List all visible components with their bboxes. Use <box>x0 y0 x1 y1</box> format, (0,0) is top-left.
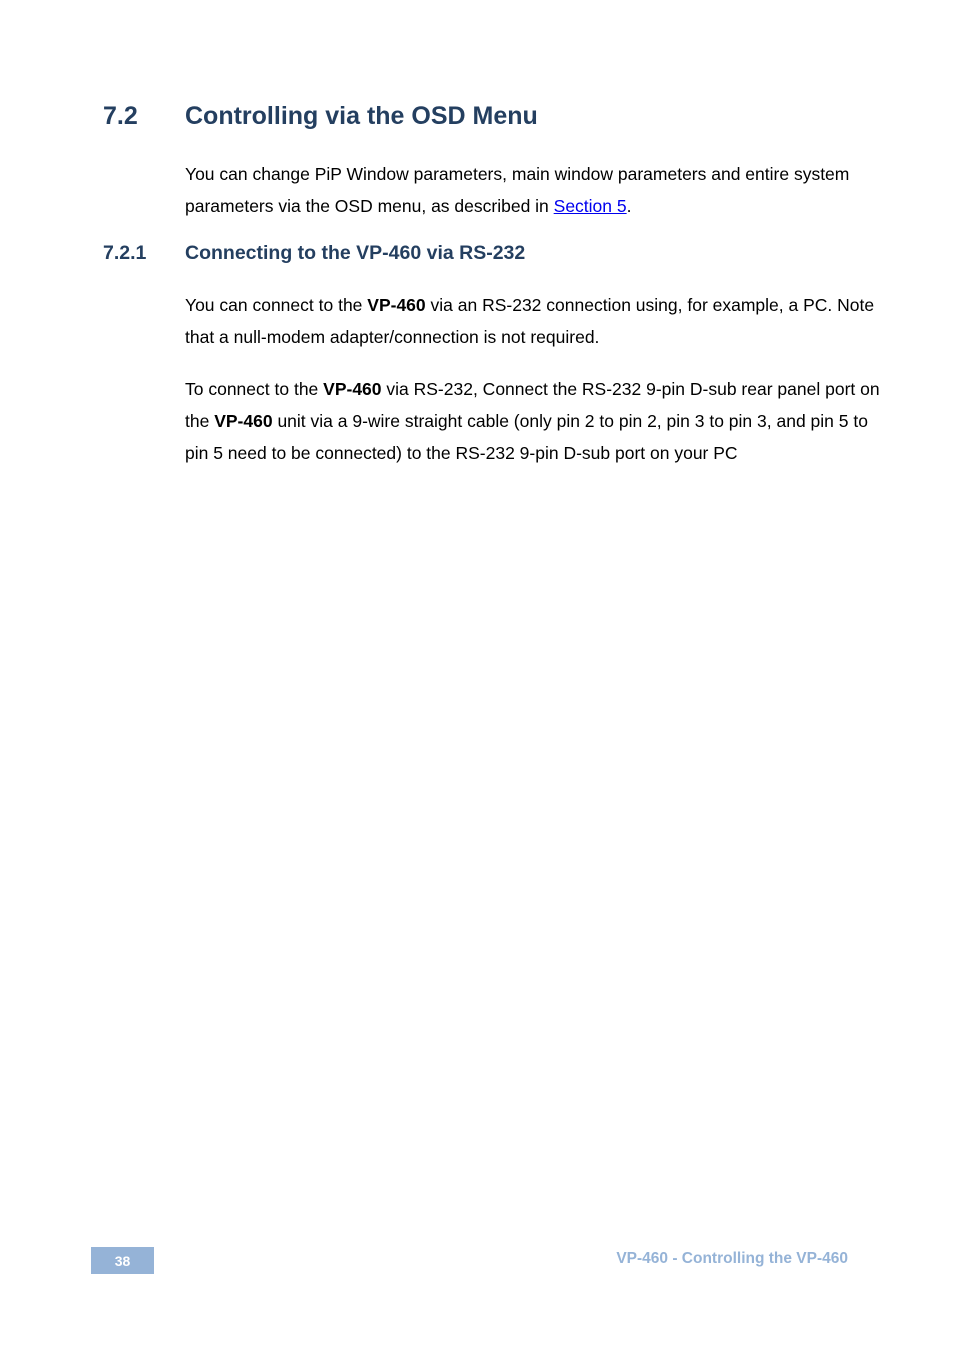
para2-text: To connect to the <box>185 379 324 399</box>
para1-text-cont: via an RS-232 connection using, for example, a PC. Note that a null-modem adapter/connection is not required. <box>185 295 875 347</box>
section-title: Controlling via the OSD Menu <box>185 102 538 130</box>
intro-text-end: . <box>626 196 632 216</box>
subsection-title: Connecting to the VP-460 via RS-232 <box>185 242 526 264</box>
product-name: VP-460 <box>214 411 273 431</box>
intro-text: You can change PiP Window parameters, main window parameters and entire system parameters via the OSD menu, as described in <box>185 164 850 216</box>
connect-paragraph <box>185 289 885 353</box>
section-intro-paragraph <box>185 158 885 222</box>
page-number: 38 <box>114 1252 131 1269</box>
section-number: 7.2 <box>103 102 138 130</box>
subsection-number: 7.2.1 <box>103 242 147 264</box>
product-name: VP-460 <box>323 379 382 399</box>
para1-text: You can connect to the <box>185 295 368 315</box>
para2-text-cont: via RS-232, Connect the RS-232 9-pin D-sub rear panel port on the <box>185 379 880 431</box>
footer-title: VP-460 - Controlling the VP-460 <box>616 1250 848 1267</box>
rs232-instructions-paragraph <box>185 373 885 469</box>
section-5-link[interactable]: Section 5 <box>553 196 627 216</box>
product-name: VP-460 <box>367 295 426 315</box>
page-number-badge <box>91 1247 154 1274</box>
para2-text-end: unit via a 9-wire straight cable (only pin 2 to pin 2, pin 3 to pin 3, and pin 5 to pin 5 need to be connected) to the RS-232 9-pin D-sub port on your PC <box>185 411 868 463</box>
